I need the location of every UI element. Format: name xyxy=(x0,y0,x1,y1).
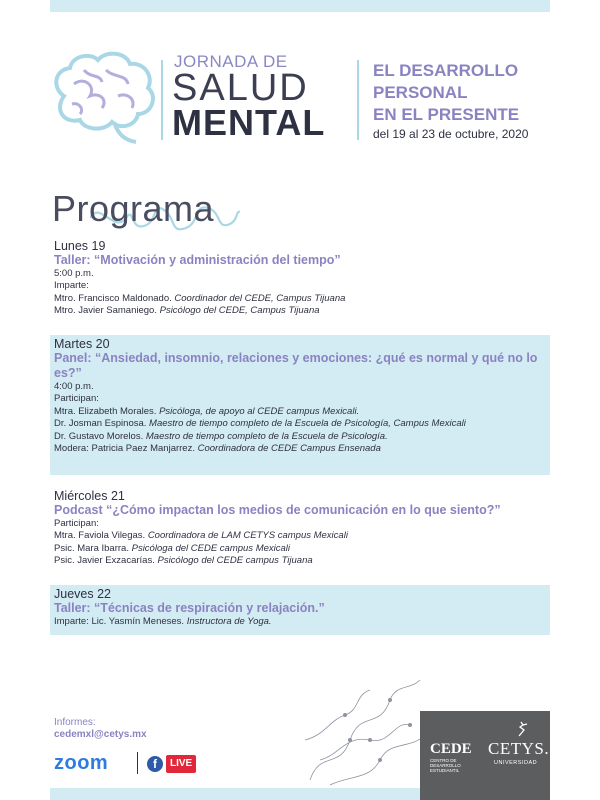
event-dates: del 19 al 23 de octubre, 2020 xyxy=(373,127,529,141)
contact-email-link[interactable]: cedemxl@cetys.mx xyxy=(54,729,147,740)
institution-logos xyxy=(420,711,550,800)
day-block-lunes xyxy=(50,237,550,323)
detail-line: Participan: xyxy=(54,518,99,529)
detail-line: 4:00 p.m. xyxy=(54,381,94,392)
day-block-martes xyxy=(50,335,550,475)
event-title: Panel: “Ansiedad, insomnio, relaciones y emociones: ¿qué es normal y qué no lo es?” xyxy=(54,351,538,380)
logo-separator xyxy=(137,752,138,774)
day-block-miercoles xyxy=(50,487,550,573)
day-name: Martes 20 xyxy=(54,337,110,351)
cetys-subtitle: UNIVERSIDAD xyxy=(494,760,538,766)
programa-title: Programa xyxy=(52,188,215,229)
speaker-line: Imparte: Lic. Yasmín Meneses. Instructora de Yoga. xyxy=(54,616,272,627)
brain-illustration-icon xyxy=(44,48,160,148)
day-name: Jueves 22 xyxy=(54,587,111,601)
day-name: Miércoles 21 xyxy=(54,489,125,503)
speaker-line: Mtro. Javier Samaniego. Psicólogo del CEDE, Campus Tijuana xyxy=(54,305,320,317)
cede-subtitle: CENTRO DE DESARROLLO ESTUDIANTIL xyxy=(430,758,461,773)
header-divider xyxy=(357,60,359,140)
event-subtitle xyxy=(373,60,553,126)
speaker-line: Dr. Josman Espinosa. Maestro de tiempo completo de la Escuela de Psicología, Campus Mexicali xyxy=(54,418,466,430)
event-title: Taller: “Técnicas de respiración y relajación.” xyxy=(54,601,325,615)
cede-logo: CEDE xyxy=(430,741,472,757)
subtitle-line: EL DESARROLLO xyxy=(373,61,519,80)
speaker-line: Psic. Javier Exzacarías. Psicólogo del CEDE campus Tijuana xyxy=(54,555,313,567)
speaker-line: Mtro. Francisco Maldonado. Coordinador del CEDE, Campus Tijuana xyxy=(54,292,346,304)
detail-line: Participan: xyxy=(54,393,99,405)
cetys-logo: CETYS. xyxy=(488,739,550,758)
day-block-jueves xyxy=(50,585,550,635)
speaker-line: Mtra. Faviola Vilegas. Coordinadora de LAM CETYS campus Mexicali xyxy=(54,530,348,542)
network-decoration-icon xyxy=(300,680,430,790)
detail-line: Imparte: xyxy=(54,280,89,292)
speaker-line: Mtra. Elizabeth Morales. Psicóloga, de apoyo al CEDE campus Mexicali. xyxy=(54,405,360,417)
event-title: Taller: “Motivación y administración del tiempo” xyxy=(54,253,341,267)
cetys-figure-icon xyxy=(513,721,529,737)
speaker-line: Psic. Mara Ibarra. Psicóloga del CEDE campus Mexicali xyxy=(54,542,291,554)
mental-title: MENTAL xyxy=(172,102,326,143)
facebook-icon: f xyxy=(147,756,163,772)
top-band xyxy=(50,0,550,12)
subtitle-line: EN EL PRESENTE xyxy=(373,105,520,124)
moderator-line: Modera: Patricia Paez Manjarrez. Coordinadora de CEDE Campus Ensenada xyxy=(54,443,381,455)
salud-title: SALUD xyxy=(172,67,309,109)
jornada-label: JORNADA DE xyxy=(174,52,288,71)
day-name: Lunes 19 xyxy=(54,239,106,253)
detail-line: 5:00 p.m. xyxy=(54,268,94,279)
speaker-line: Dr. Gustavo Morelos. Maestro de tiempo completo de la Escuela de Psicología. xyxy=(54,430,388,442)
header-divider xyxy=(161,60,163,140)
subtitle-line: PERSONAL xyxy=(373,83,468,102)
event-title: Podcast “¿Cómo impactan los medios de comunicación en lo que siento?” xyxy=(54,503,501,517)
zoom-logo: zoom xyxy=(54,752,109,774)
informes-label: Informes: xyxy=(54,717,96,728)
live-badge: LIVE xyxy=(166,755,196,773)
bottom-band xyxy=(50,788,420,800)
